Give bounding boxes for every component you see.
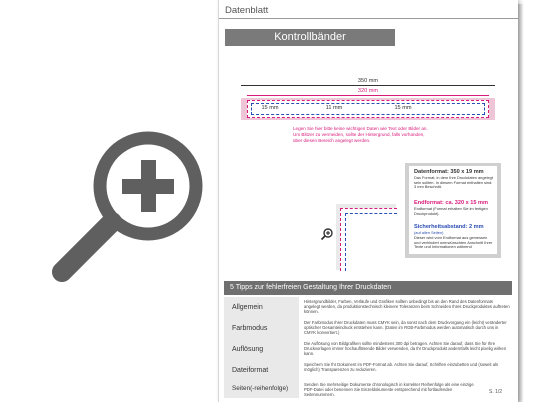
corner-detail bbox=[336, 204, 396, 270]
dim-mid: 11 mm bbox=[325, 105, 343, 111]
tip-text: Senden Sie mehrseitige Dokumente chronologisch in korrekter Reihenfolge als eine einzige PDF-Datei oder benennen Sie Einzeldokumente entsprechend mit fortlaufenden Seitennummern. bbox=[304, 382, 474, 398]
zoom-small-icon[interactable] bbox=[320, 227, 334, 241]
zoom-in-icon[interactable] bbox=[48, 120, 218, 290]
page-number: S. 1/2 bbox=[489, 389, 503, 395]
band-diagram bbox=[233, 78, 503, 148]
dim-inner: 320 mm bbox=[357, 88, 379, 94]
header-label: Datenblatt bbox=[225, 5, 269, 16]
dim-outer-line bbox=[241, 85, 495, 86]
tip-label: Farbmodus bbox=[224, 318, 299, 340]
end-format-title: Endformat: ca. 320 x 15 mm bbox=[414, 200, 488, 206]
dim-left: 15 mm bbox=[261, 105, 279, 111]
tip-label: Allgemein bbox=[224, 297, 299, 319]
format-info-panel bbox=[409, 166, 497, 254]
tip-text: Die Auflösung von Bildgrafiken sollte mindestens 300 dpi betragen. Achten Sie darauf, dass Sie für Ihre Druckvorlagen immer hochauflösende Bilder verwenden, da Ihr Druckprodukt andernfalls leicht pixelig wirken kann. bbox=[304, 341, 507, 357]
corner-safe bbox=[345, 213, 397, 271]
dim-inner-line bbox=[247, 95, 489, 96]
tip-row bbox=[224, 380, 512, 400]
safety-title: Sicherheitsabstand: 2 mm bbox=[414, 224, 484, 230]
tip-label: Dateiformat bbox=[224, 360, 299, 382]
tip-label: Auflösung bbox=[224, 339, 299, 361]
datasheet-page bbox=[218, 0, 518, 402]
tip-text: Hintergrundbilder, Farben, Verläufe und Grafiken sollten unbedingt bis an den Rand des Datenformats angelegt werden, da produktionstechnisch kleinere Toleranzen beim Schneiden Ihres Druckproduktes auftreten können. bbox=[304, 299, 510, 315]
page-title: Kontrollbänder bbox=[225, 29, 395, 46]
header-divider bbox=[219, 18, 518, 19]
bleed-note-2: Um Blitzer zu vermeiden, sollte der Hintergrund, falls vorhanden, bbox=[293, 132, 425, 137]
dim-right: 15 mm bbox=[394, 105, 412, 111]
tips-heading: 5 Tipps zur fehlerfreien Gestaltung Ihrer Druckdaten bbox=[224, 281, 512, 295]
dim-outer: 350 mm bbox=[357, 78, 379, 84]
bleed-note-1: Legen Sie hier bitte keine wichtigen Daten wie Text oder Bilder an. bbox=[293, 126, 428, 131]
data-format-text: Das Format, in dem Ihre Druckdaten angelegt sein sollten. In diesem Format enthalten sind: 3 mm Beschnitt. bbox=[414, 175, 493, 190]
end-format-text: Endformat (Format erhalten Sie im fertigen Druckprodukt). bbox=[414, 206, 488, 216]
data-format-title: Datenformat: 350 x 19 mm bbox=[414, 169, 484, 175]
band-safe bbox=[251, 103, 485, 115]
tip-text: Der Farbmodus Ihrer Druckdaten muss CMYK sein, da sonst nach dem Druckvorgang ein (leicht) veränderter optischer Gesamteindruck entstehen kann. (Daten im RGB-Farbmodus werden automatisch durch uns in CMYK konvertiert.) bbox=[304, 320, 507, 336]
tip-text: Speichern Sie Ihr Dokument im PDF-Format ab. Achten Sie darauf, Schriften einzubetten und (soweit als möglich) Transparenzen zu reduzieren. bbox=[304, 362, 499, 373]
tip-label: Seiten(-reihenfolge) bbox=[224, 380, 299, 398]
safety-sub: (auf allen Seiten) bbox=[414, 230, 444, 235]
safety-text: Dieser wird vom Endformat aus gemessen und verhindert unerwünschten Anschnitt Ihrer Texte und Informationen während bbox=[414, 235, 493, 250]
bleed-note-3: über diesen Bereich angelegt werden. bbox=[293, 138, 371, 143]
